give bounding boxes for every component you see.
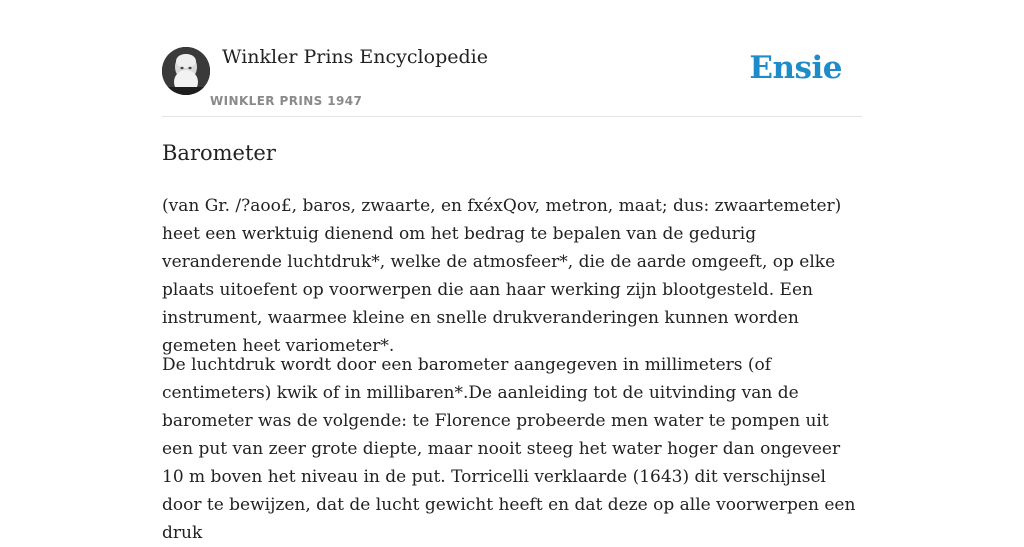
- portrait-photo-icon: [162, 47, 210, 95]
- article-paragraph-1: (van Gr. /?aoo£, baros, zwaarte, en fxéxQov, metron, maat; dus: zwaartemeter) heet een werktuig dienend om het bedrag te bepalen van de gedurig veranderende luchtdruk*, welke de atmosfeer*, die de aarde omgeeft, op elke plaats uitoefent op voorwerpen die aan haar werking zijn blootgesteld. Een instrument, waarmee kleine en snelle drukveranderingen kunnen worden gemeten heet variometer*.: [162, 196, 842, 356]
- source-header: [162, 0, 862, 117]
- article-title: Barometer: [162, 141, 276, 165]
- source-subtitle: WINKLER PRINS 1947: [210, 94, 363, 108]
- source-title[interactable]: Winkler Prins Encyclopedie: [222, 46, 488, 68]
- source-avatar[interactable]: [162, 47, 210, 95]
- page-container: [162, 0, 862, 543]
- article-paragraph-2: De luchtdruk wordt door een barometer aangegeven in millimeters (of centimeters) kwik of in millibaren*.De aanleiding tot de uitvinding van de barometer was de volgende: te Florence probeerde men water te pompen uit een put van zeer grote diepte, maar nooit steeg het water hoger dan ongeveer 10 m boven het niveau in de put. Torricelli verklaarde (1643) dit verschijnsel door te bewijzen, dat de lucht gewicht heeft en dat deze op alle voorwerpen een druk: [162, 355, 856, 543]
- brand-logo[interactable]: Ensie: [749, 50, 842, 86]
